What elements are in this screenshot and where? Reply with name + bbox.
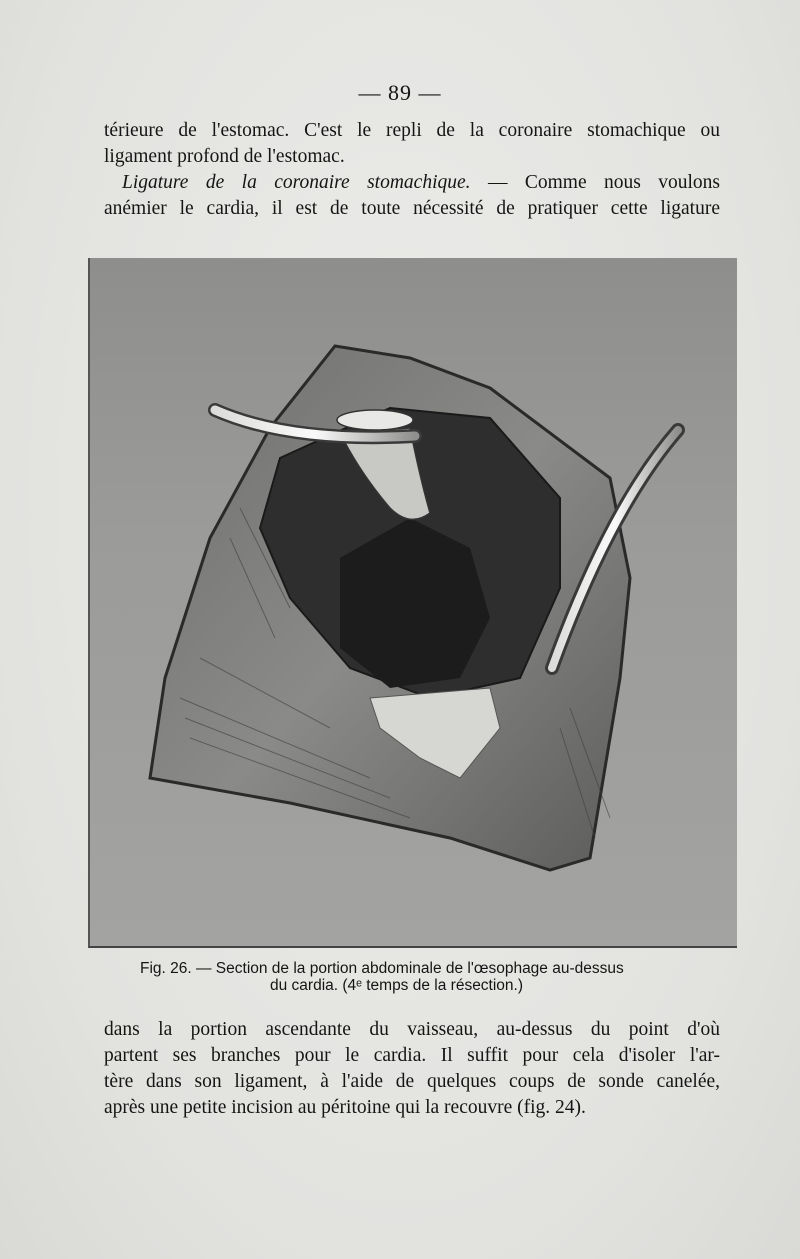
figure-illustration — [90, 258, 737, 946]
esophagus-opening — [337, 410, 413, 430]
figure-caption — [140, 960, 700, 994]
caption-line: Fig. 26. — Section de la portion abdominale de l'œsophage au-dessus — [140, 960, 624, 977]
text-fragment: — Comme nous voulons — [470, 172, 720, 193]
text-line — [104, 170, 720, 196]
caption-line: du cardia. (4ᵉ temps de la résection.) — [270, 977, 524, 994]
text-line: anémier le cardia, il est de toute nécessité de pratiquer cette ligature — [104, 198, 720, 219]
text-line: tère dans son ligament, à l'aide de quelques coups de sonde canelée, — [104, 1071, 720, 1092]
text-line: térieure de l'estomac. C'est le repli de la coronaire stomachique ou — [104, 120, 720, 141]
paragraph-bottom — [104, 1017, 720, 1121]
text-line: après une petite incision au péritoine qui la recouvre (fig. 24). — [104, 1097, 586, 1118]
page-number: — 89 — — [358, 80, 442, 105]
section-heading: Ligature de la coronaire stomachique. — [122, 172, 471, 193]
anatomical-figure — [88, 258, 737, 948]
text-line: dans la portion ascendante du vaisseau, au-dessus du point d'où — [104, 1019, 720, 1040]
text-line: partent ses branches pour le cardia. Il suffit pour cela d'isoler l'ar- — [104, 1045, 720, 1066]
text-line: ligament profond de l'estomac. — [104, 146, 345, 167]
paragraph-top — [104, 118, 720, 222]
